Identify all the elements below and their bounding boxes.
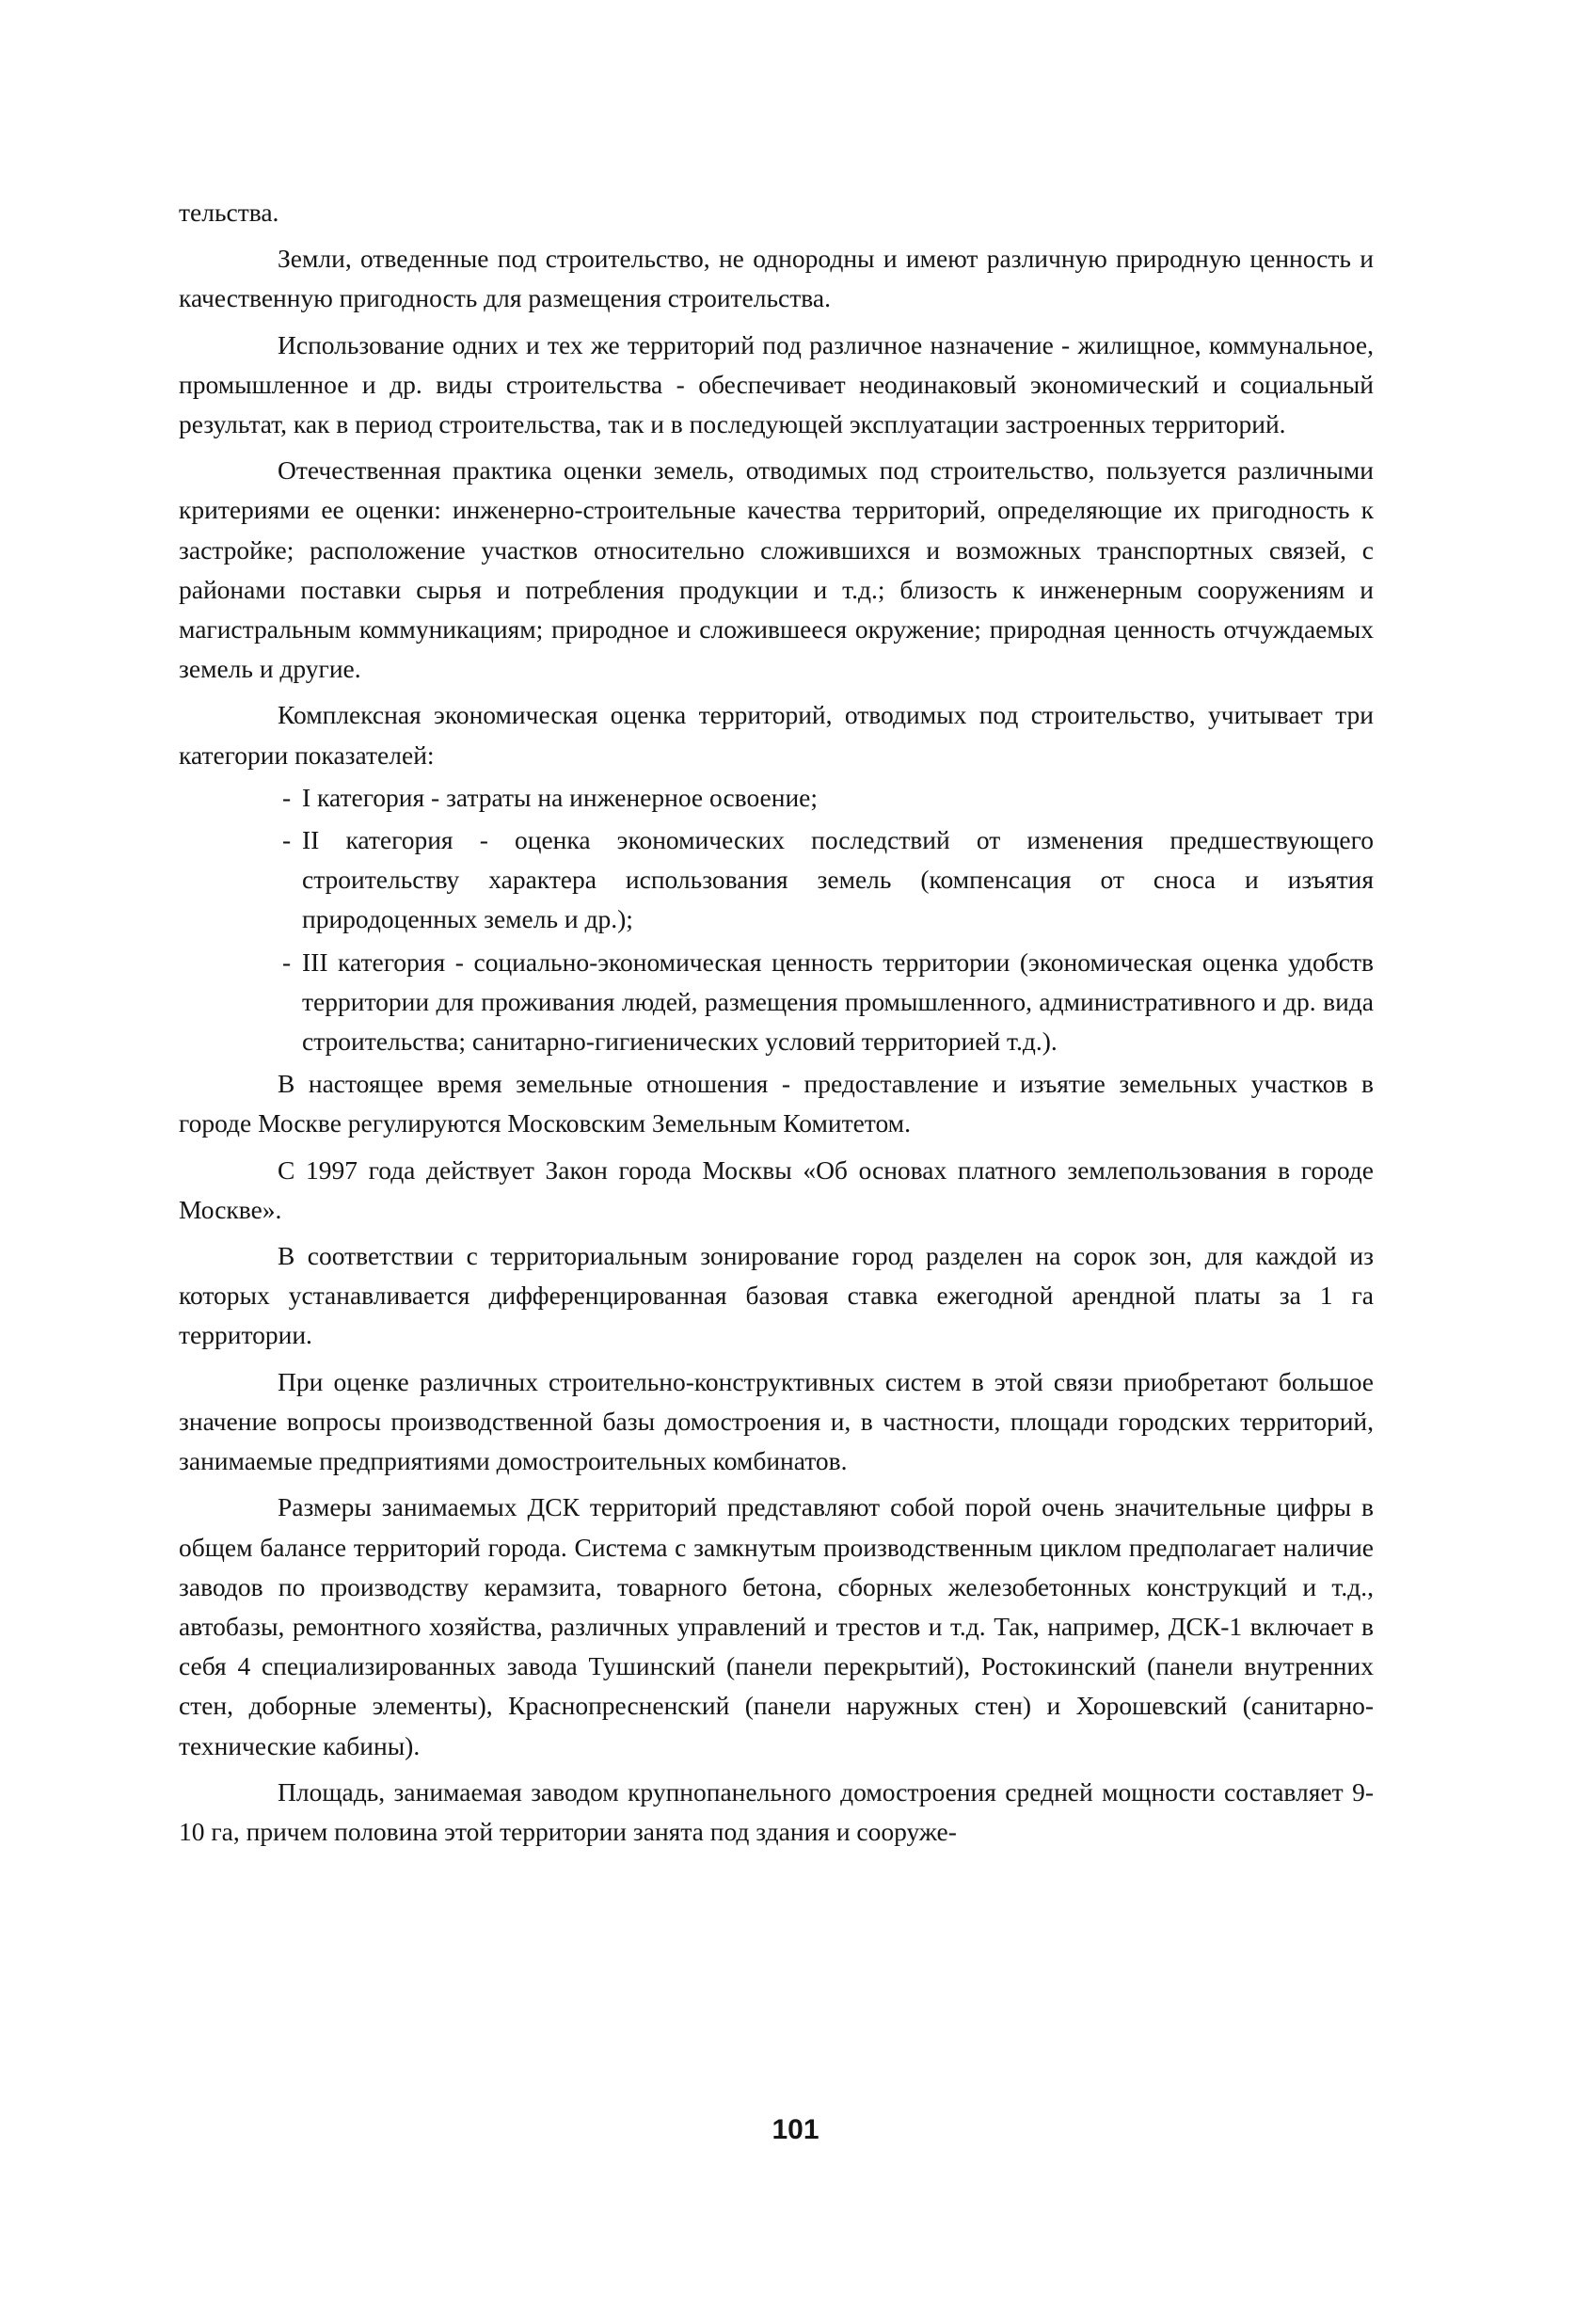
page-number: 101 bbox=[772, 2114, 819, 2145]
list-dash: - bbox=[282, 782, 292, 812]
paragraph: С 1997 года действует Закон города Москвы «Об основах платного землепользования в городе Москве». bbox=[179, 1154, 1374, 1224]
list-item-text: II категория - оценка экономических последствий от изменения предшествующего строительству характера использования земель (компенсация от сноса и изъятия природоценных земель и др.); bbox=[302, 825, 1374, 934]
paragraph: При оценке различных строительно-конструктивных систем в этой связи приобретают большое значение вопросы производственной базы домостроения и, в частности, площади городских территорий, занимаемые предприятиями домостроительных комбинатов. bbox=[179, 1366, 1374, 1476]
list-item-text: I категория - затраты на инженерное освоение; bbox=[302, 782, 819, 812]
list-dash: - bbox=[282, 947, 292, 977]
paragraph: Земли, отведенные под строительство, не однородны и имеют различную природную ценность и качественную пригодность для размещения строительства. bbox=[179, 244, 1374, 313]
list-item bbox=[179, 778, 1374, 818]
paragraph: Использование одних и тех же территорий под различное назначение - жилищное, коммунальное, промышленное и др. виды строительства - обеспечивает неодинаковый экономический и социальный результат, как в период строительства, так и в последующей эксплуатации застроенных территорий. bbox=[179, 329, 1374, 439]
list-dash: - bbox=[282, 825, 292, 855]
list-item bbox=[179, 943, 1374, 1062]
list-item-text: III категория - социально-экономическая ценность территории (экономическая оценка удобств территории для проживания людей, размещения промышленного, административного и др. вида строительства; санитарно-гигиенических условий территорией т.д.). bbox=[302, 947, 1374, 1057]
paragraph-continuation: тельства. bbox=[179, 198, 279, 227]
paragraph: В настоящее время земельные отношения - предоставление и изъятие земельных участков в городе Москве регулируются Московским Земельным Комитетом. bbox=[179, 1069, 1374, 1138]
paragraph: Размеры занимаемых ДСК территорий представляют собой порой очень значительные цифры в общем балансе территорий города. Система с замкнутым производственным циклом предполагает наличие заводов по производству керамзита, товарного бетона, сборных железобетонных конструкций и т.д., автобазы, ремонтного хозяйства, различных управлений и трестов и т.д. Так, например, ДСК-1 включает в себя 4 специализированных завода Тушинский (панели перекрытий), Ростокинский (панели внутренних стен, доборные элементы), Краснопресненский (панели наружных стен) и Хорошевский (санитарно-технические кабины). bbox=[179, 1492, 1374, 1760]
paragraph: Площадь, занимаемая заводом крупнопанельного домостроения средней мощности составляет 9-10 га, причем половина этой территории занята под здания и сооруже- bbox=[179, 1776, 1374, 1846]
paragraph: В соответствии с территориальным зонирование город разделен на сорок зон, для каждой из которых устанавливается дифференцированная базовая ставка ежегодной арендной платы за 1 га территории. bbox=[179, 1241, 1374, 1350]
paragraph: Отечественная практика оценки земель, отводимых под строительство, пользуется различными критериями ее оценки: инженерно-строительные качества территорий, определяющие их пригодность к застройке; расположение участков относительно сложившихся и возможных транспортных связей, с районами поставки сырья и потребления продукции и т.д.; близость к инженерным сооружениям и магистральным коммуникациям; природное и сложившееся окружение; природная ценность отчуждаемых земель и другие. bbox=[179, 455, 1374, 684]
body-text bbox=[179, 193, 1374, 1858]
paragraph: Комплексная экономическая оценка территорий, отводимых под строительство, учитывает три категории показателей: bbox=[179, 700, 1374, 770]
list-item bbox=[179, 820, 1374, 940]
category-list bbox=[179, 778, 1374, 1061]
